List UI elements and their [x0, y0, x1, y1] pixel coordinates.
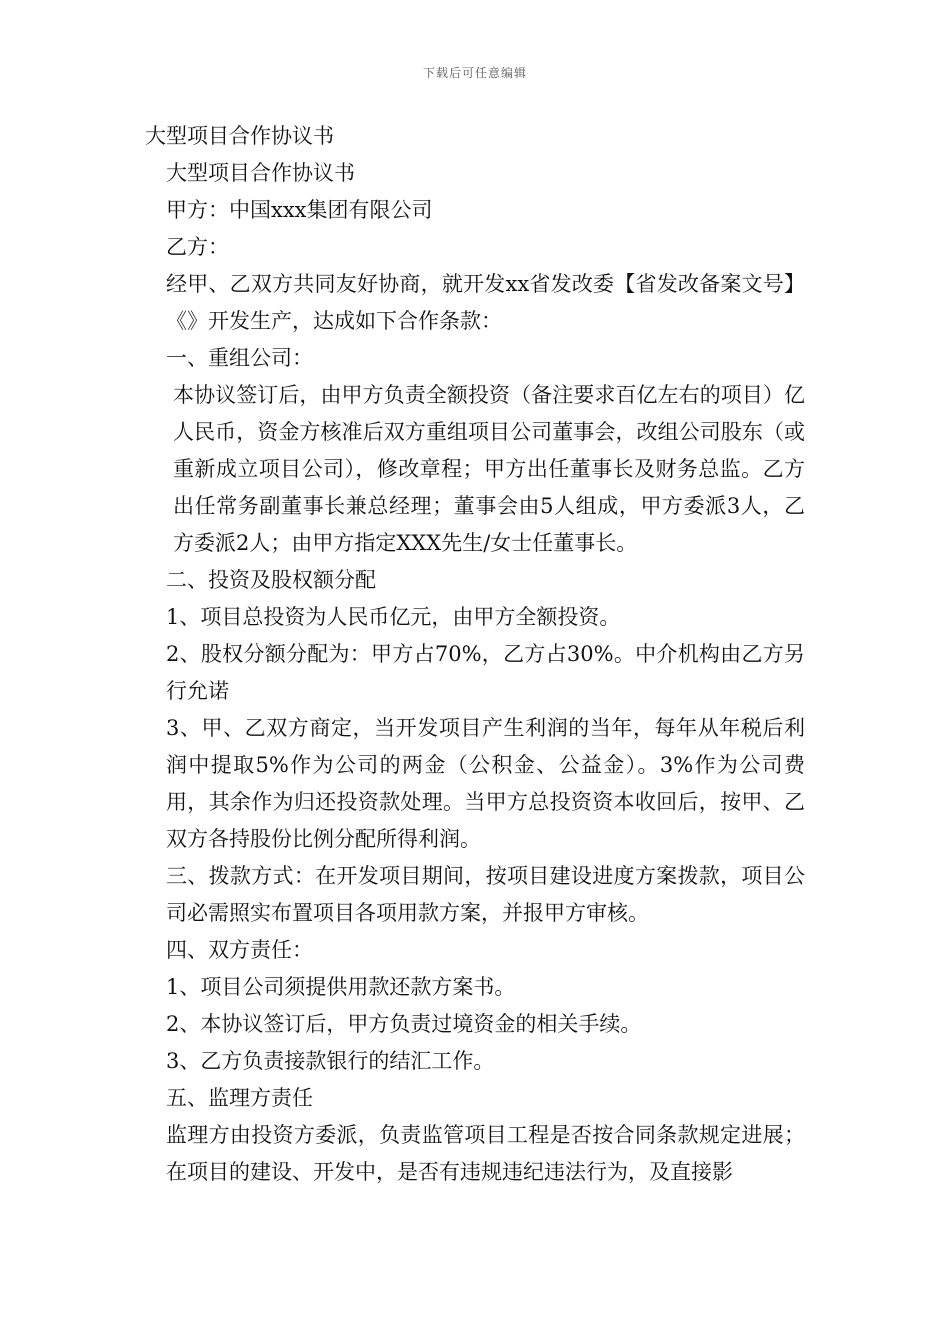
section-2-item-2: 2、股权分额分配为：甲方占70%，乙方占30%。中介机构由乙方另行允诺	[166, 642, 805, 703]
section-2-heading: 二、投资及股权额分配	[166, 568, 376, 592]
section-4-item-3: 3、乙方负责接款银行的结汇工作。	[166, 1049, 495, 1073]
section-1-paragraph: 本协议签订后，由甲方负责全额投资（备注要求百亿左右的项目）亿人民币，资金方核准后双方重组项目公司董事会，改组公司股东（或重新成立项目公司），修改章程；甲方出任董事长及财务总监。乙方出任常务副董事长兼总经理；董事会由5人组成，甲方委派3人，乙方委派2人；由甲方指定XXX先生/女士任董事长。	[173, 383, 805, 555]
section-4-item-2: 2、本协议签订后，甲方负责过境资金的相关手续。	[166, 1012, 642, 1036]
preamble-paragraph: 经甲、乙双方共同友好协商，就开发xx省发改委【省发改备案文号】《》开发生产，达成如下合作条款：	[166, 272, 805, 333]
section-2-item-3: 3、甲、乙双方商定，当开发项目产生利润的当年，每年从年税后利润中提取5%作为公司的两金（公积金、公益金）。3%作为公司费用，其余作为归还投资款处理。当甲方总投资资本收回后，按甲、乙双方各持股份比例分配所得利润。	[166, 716, 805, 851]
party-a-line: 甲方：中国xxx集团有限公司	[166, 198, 433, 222]
document-body	[145, 118, 805, 1191]
section-4-item-1: 1、项目公司须提供用款还款方案书。	[166, 975, 516, 999]
section-1-heading: 一、重组公司：	[166, 346, 313, 370]
party-b-line: 乙方：	[166, 235, 229, 259]
header-note: 下载后可任意编辑	[422, 66, 527, 80]
document-subtitle: 大型项目合作协议书	[166, 161, 355, 185]
document-title: 大型项目合作协议书	[145, 124, 334, 148]
section-5-heading: 五、监理方责任	[166, 1086, 313, 1110]
section-4-heading: 四、双方责任：	[166, 938, 313, 962]
section-2-item-1: 1、项目总投资为人民币亿元，由甲方全额投资。	[166, 605, 621, 629]
section-5-paragraph: 监理方由投资方委派，负责监管项目工程是否按合同条款规定进展；在项目的建设、开发中，是否有违规违纪违法行为，及直接影	[166, 1123, 805, 1184]
section-3-paragraph: 三、拨款方式：在开发项目期间，按项目建设进度方案拨款，项目公司必需照实布置项目各项用款方案，并报甲方审核。	[166, 864, 805, 925]
